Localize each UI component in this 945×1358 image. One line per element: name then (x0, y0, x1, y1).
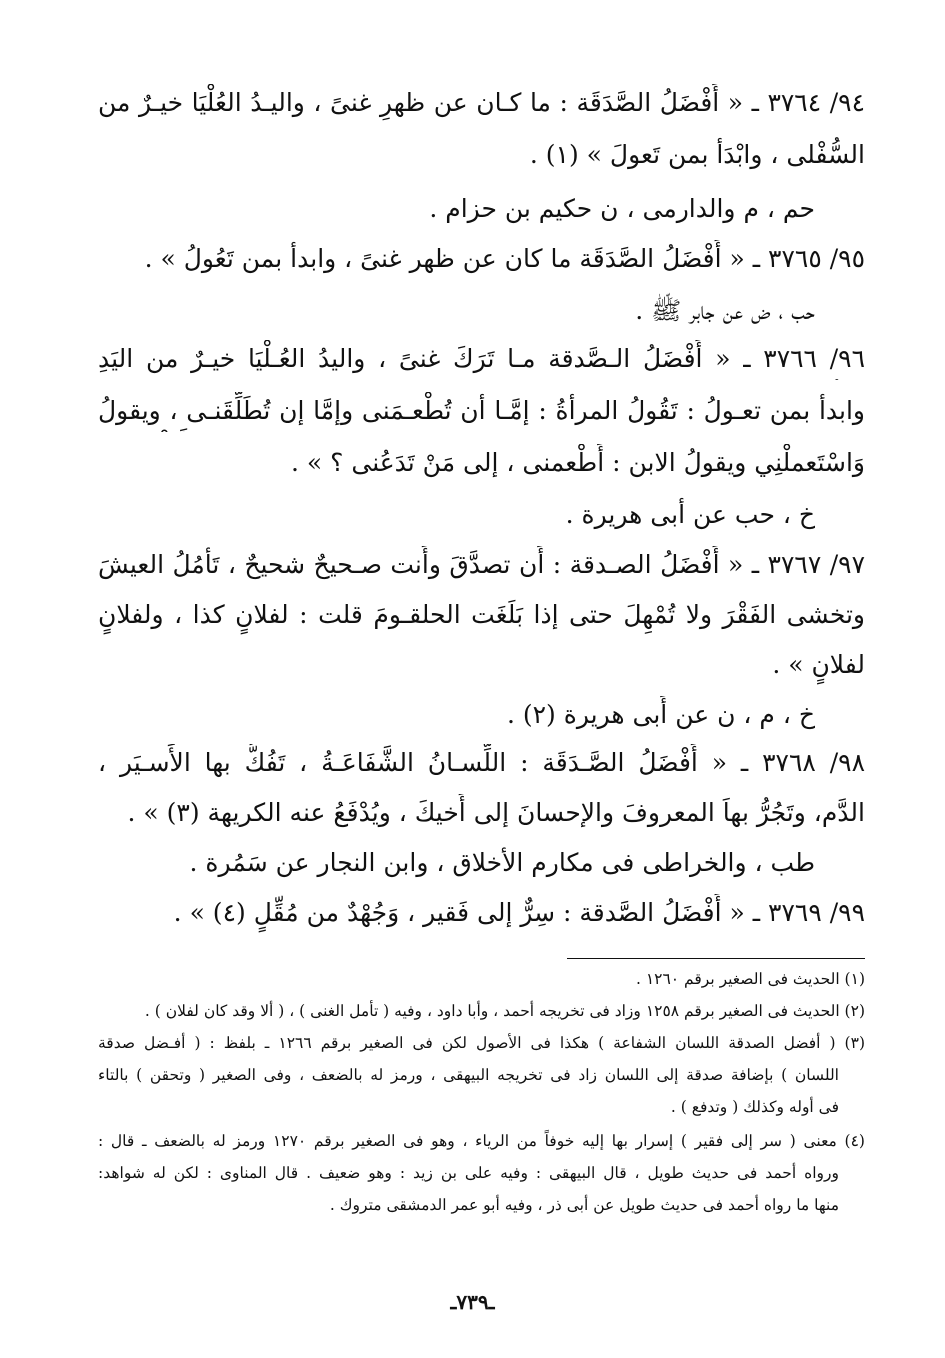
hadith-96-line-1: ٩٦/ ٣٧٦٦ ـ « أَفْضَلُ الـصَّدقة مـا تَرَكَ غنىً ، واليدُ العُـلْيَا خيـرٌ من اليَدِ (98, 344, 865, 373)
footnote-3-line-3: فى أوله وكذلك ( وتدفع ) . (670, 1098, 839, 1116)
footnote-separator (567, 958, 865, 959)
hadith-96-line-2: وابدأ بمن تعـولُ : تَقُولُ المرأةُ : إمَّـا أن تُطْعـمَنى وإمَّا إن تُطَلِّقَنـى ، ويقولُ (98, 396, 865, 425)
hadith-97-line-3: لفلانٍ » . (772, 650, 865, 679)
footnote-4-line-2: ورواه أحمد فى حديث طويل ، قال البيهقى : وفيه على بن زيد : وهو ضعيف . قال المناوى : لكن له شواهد: (98, 1164, 839, 1182)
hadith-98-line-2: الدَّم، وتَجُرُّ بهاَ المعروفَ والإحسانَ إلى أَخيكَ ، ويُدْفَعُ عنه الكريهة (٣) » . (127, 798, 865, 827)
footnote-4-line-1: (٤) معنى ( سر إلى فقير ) إسرار بها إليه خوفاً من الرياء ، وهو فى الصغير برقم ١٢٧٠ ورمز له بالضعف ـ قال : (98, 1132, 865, 1150)
hadith-98-line-1: ٩٨/ ٣٧٦٨ ـ « أَفْضَلُ الصَّـدَقَة : اللِّسـانُ الشَّفَاعَـةُ ، تَفُكُّ بها الأَسـيَر ، (98, 748, 865, 777)
hadith-98-source: طب ، والخراطى فى مكارم الأخلاق ، وابن النجار عن سَمُرة . (189, 848, 815, 877)
hadith-94-line-2: السُّفْلى ، وابْدَأ بمن تَعولَ » (١) . (529, 140, 865, 169)
hadith-96-line-3: وَاسْتَعملْنِي ويقولُ الابن : أَطْعمنى ، إلى مَنْ تَدَعُنى ؟ » . (291, 448, 865, 477)
footnote-4-line-3: منها ما رواه أحمد فى حديث طويل عن أبى ذر ، وفيه أبو عمر الدمشقى متروك . (329, 1196, 839, 1214)
footnote-1: (١) الحديث فى الصغير برقم ١٢٦٠ . (635, 970, 865, 988)
hadith-97-source: خ ، م ، ن عن أَبى هريرة (٢) . (506, 700, 815, 729)
hadith-94-source: حم ، م والدارمى ، ن حكيم بن حزام . (429, 194, 815, 223)
hadith-96-source: خ ، حب عن أبى هريرة . (565, 500, 815, 529)
hadith-94-line-1: ٩٤/ ٣٧٦٤ ـ « أَفْضَلُ الصَّدَقَة : ما كـان عن ظهرِ غنىً ، واليـدُ العُلْيَا خيـرٌ من (98, 88, 865, 117)
hadith-97-line-2: وتخشى الفَقْرَ ولا تُمْهِلَ حتى إذا بَلَغَت الحلقـومَ قلت : لفلانٍ كذا ، ولفلانٍ (98, 600, 865, 629)
hadith-99-line-1: ٩٩/ ٣٧٦٩ ـ « أَفْضَلُ الصَّدقة : سِرٌّ إلى فَقير ، وَجُهْدٌ من مُقِّلٍ (٤) » . (173, 898, 865, 927)
footnote-2: (٢) الحديث فى الصغير برقم ١٢٥٨ وزاد فى تخريجه أحمد ، وأبا داود ، وفيه ( تأمل الغنى ) ، ( ألا وقد كان لفلان ) . (144, 1002, 865, 1020)
hadith-95-source: حب ، ض عن جابر ﷺ . (635, 296, 815, 325)
page-number: ـ٧٣٩ـ (450, 1290, 495, 1314)
footnote-3-line-2: اللسان ) بإضافة صدقة إلى اللسان زاد فى تخريجه البيهقى ، ورمز له بالضعف ، وفى الصغير ( وتحقن ) بالتاء (98, 1066, 839, 1084)
hadith-95-line-1: ٩٥/ ٣٧٦٥ ـ « أَفْضَلُ الصَّدَقَة ما كان عن ظهر غنىً ، وابدأ بمن تَعُولُ » . (144, 244, 865, 273)
footnote-3-line-1: (٣) ( أفضل الصدقة اللسان الشفاعة ) هكذا فى الأصول لكن فى الصغير برقم ١٢٦٦ ـ بلفظ : ( أفـضل صدقة (98, 1034, 865, 1052)
hadith-97-line-1: ٩٧/ ٣٧٦٧ ـ « أَفْضَلُ الصـدقة : أَن تصدَّقَ وأَنت صـحيحٌ شحيحٌ ، تَأمُلُ العيشَ (98, 550, 865, 579)
